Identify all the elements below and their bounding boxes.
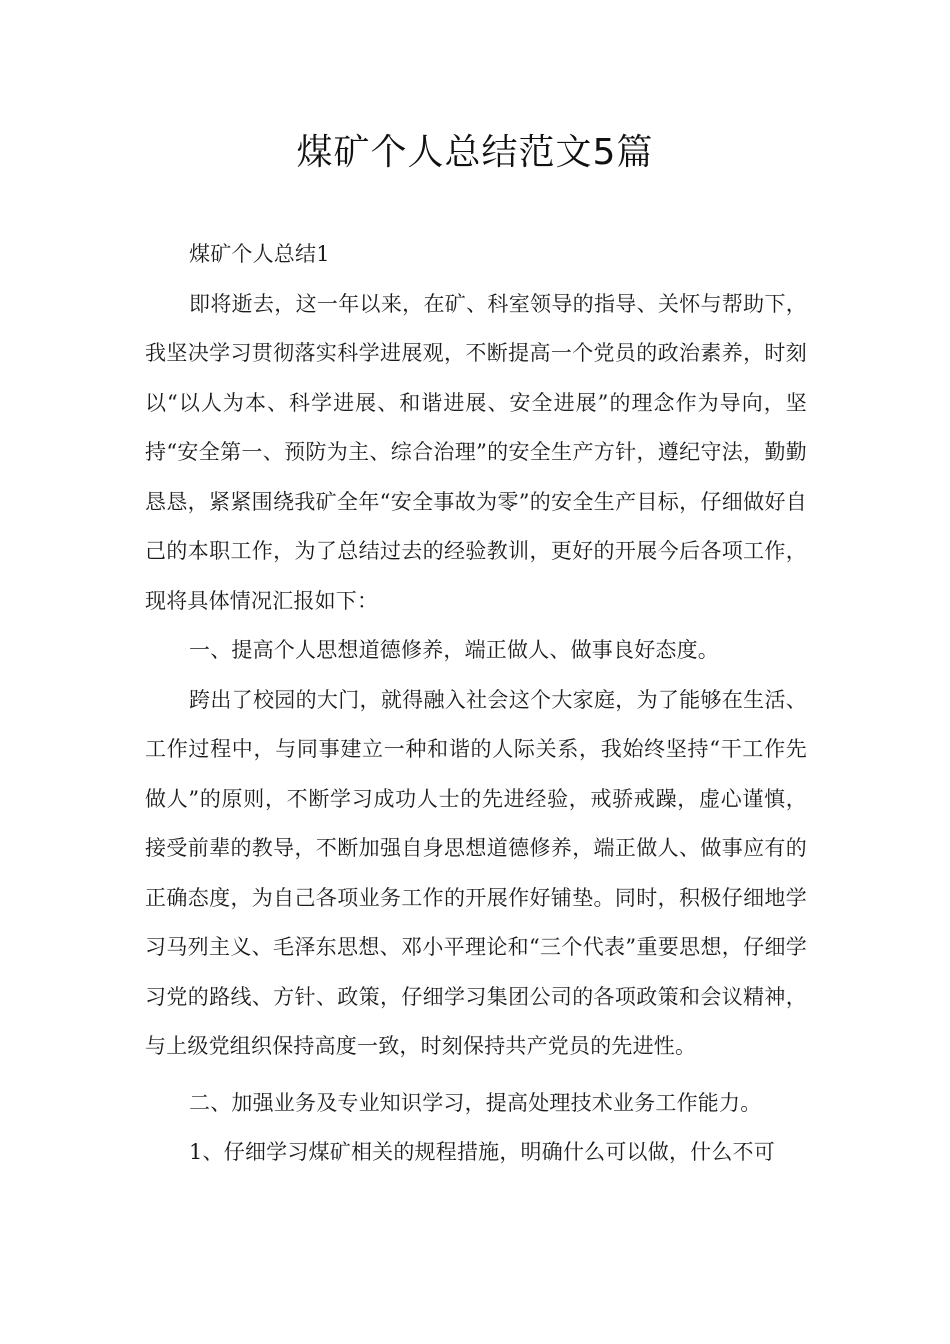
section-heading-1: 一、提高个人思想道德修养，端正做人、做事良好态度。 [189,638,719,662]
section-heading-2: 二、加强业务及专业知识学习，提高处理技术业务工作能力。 [189,1090,762,1115]
paragraph-moral-cultivation: 跨出了校园的大门，就得融入社会这个大家庭，为了能够在生活、工作过程中，与同事建立一种和谐的人际关系，我始终坚持“干工作先做人”的原则，不断学习成功人士的先进经验，戒骄戒躁，虚心谨慎，接受前辈的教导，不断加强自身思想道德修养，端正做人、做事应有的正确态度，为自己各项业务工作的开展作好铺垫。同时，积极仔细地学习马列主义、毛泽东思想、邓小平理论和“三个代表”重要思想，仔细学习党的路线、方针、政策，仔细学习集团公司的各项政策和会议精神，与上级党组织保持高度一致，时刻保持共产党员的先进性。 [145,687,807,1058]
paragraph-item-1: 1、仔细学习煤矿相关的规程措施，明确什么可以做，什么不可 [189,1140,775,1164]
section-heading-summary-1: 煤矿个人总结1 [189,242,330,266]
intro-paragraph: 即将逝去，这一年以来，在矿、科室领导的指导、关怀与帮助下，我坚决学习贯彻落实科学进展观，不断提高一个党员的政治素养，时刻以“以人为本、科学进展、和谐进展、安全进展”的理念作为导向，坚持“安全第一、预防为主、综合治理”的安全生产方针，遵纪守法，勤勤恳恳，紧紧围绕我矿全年“安全事故为零”的安全生产目标，仔细做好自己的本职工作，为了总结过去的经验教训，更好的开展今后各项工作，现将具体情况汇报如下： [145,291,807,613]
document-title: 煤矿个人总结范文5篇 [296,132,654,173]
document-body [145,230,807,1178]
